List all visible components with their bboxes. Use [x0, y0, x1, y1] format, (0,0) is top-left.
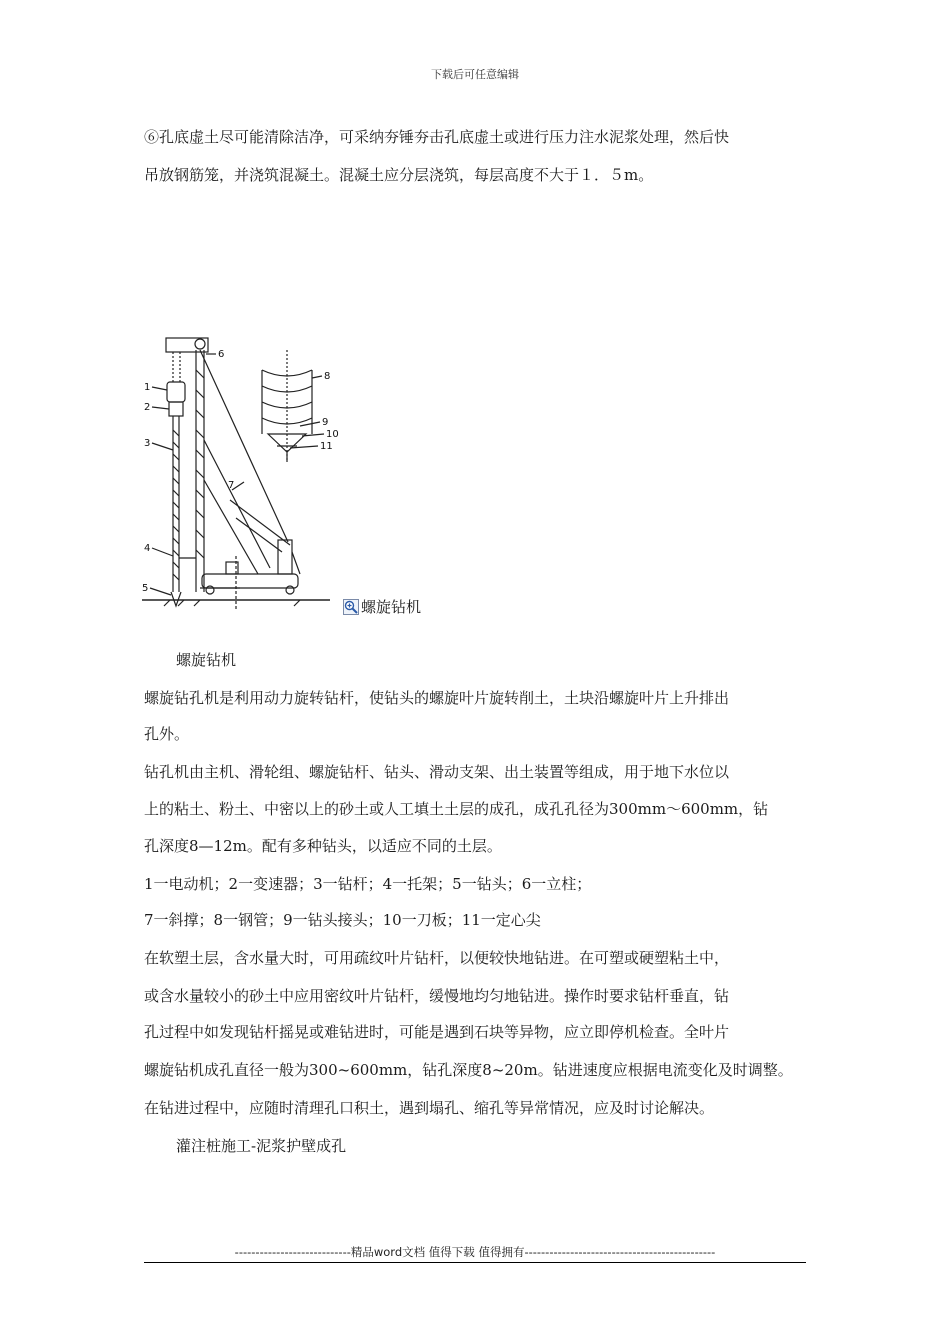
figure-label: 7	[228, 480, 235, 491]
figure-label: 3	[144, 438, 151, 449]
paragraph-line: 在软塑土层，含水量大时，可用疏纹叶片钻杆，以便较快地钻进。在可塑或硬塑粘土中，	[144, 949, 730, 967]
zoom-in-icon[interactable]	[343, 599, 359, 615]
paragraph-line: 或含水量较小的砂土中应用密纹叶片钻杆，缓慢地均匀地钻进。操作时要求钻杆垂直，钻	[144, 987, 730, 1005]
spiral-drill-figure	[140, 330, 350, 610]
paragraph-line: 孔外。	[144, 725, 190, 743]
figure-label: 8	[324, 371, 331, 382]
footer-rule	[144, 1262, 806, 1263]
figure-label: 10	[326, 429, 339, 440]
paragraph-line: 孔过程中如发现钻杆摇晃或难钻进时，可能是遇到石块等异物，应立即停机检查。全叶片	[144, 1023, 730, 1041]
figure-label: 4	[144, 543, 151, 554]
paragraph-line: 在钻进过程中，应随时清理孔口积土，遇到塌孔、缩孔等异常情况，应及时讨论解决。	[144, 1099, 715, 1117]
figure-label: 6	[218, 349, 225, 360]
page-footer: ----------------------------精品word文档 值得下载 值得拥有----------------------------------------------	[234, 1245, 716, 1259]
paragraph-line: 螺旋钻机成孔直径一般为300~600mm，钻孔深度8~20m。钻进速度应根据电流变化及时调整。	[144, 1061, 793, 1079]
figure-label: 2	[144, 402, 151, 413]
figure-label: 11	[320, 441, 333, 452]
figure-label: 9	[322, 417, 329, 428]
legend-line: 1一电动机；2一变速器；3一钻杆；4一托架；5一钻头；6一立柱；	[144, 875, 592, 893]
paragraph-line: 上的粘土、粉土、中密以上的砂土或人工填土土层的成孔，成孔孔径为300mm～600mm，钻	[144, 800, 769, 818]
figure-caption: 螺旋钻机	[176, 651, 237, 669]
legend-line: 7一斜撑；8一钢管；9一钻头接头；10一刀板；11一定心尖	[144, 911, 541, 929]
figure-inline-caption[interactable]	[343, 597, 421, 617]
figure-label: 5	[142, 583, 149, 594]
page-header: 下载后可任意编辑	[431, 68, 519, 81]
paragraph-line: 孔深度8—12m。配有多种钻头，以适应不同的土层。	[144, 837, 502, 855]
paragraph-line: 钻孔机由主机、滑轮组、螺旋钻杆、钻头、滑动支架、出土装置等组成，用于地下水位以	[144, 763, 730, 781]
figure-label: 1	[144, 382, 151, 393]
paragraph-line: ⑥孔底虚土尽可能清除洁净，可采纳夯锤夯击孔底虚土或进行压力注水泥浆处理，然后快	[144, 128, 730, 146]
section-heading: 灌注桩施工-泥浆护壁成孔	[176, 1137, 347, 1155]
paragraph-line: 吊放钢筋笼，并浇筑混凝土。混凝土应分层浇筑，每层高度不大于１．５m。	[144, 166, 654, 184]
paragraph-line: 螺旋钻孔机是利用动力旋转钻杆，使钻头的螺旋叶片旋转削土，土块沿螺旋叶片上升排出	[144, 689, 730, 707]
inline-caption-text: 螺旋钻机	[361, 598, 422, 616]
